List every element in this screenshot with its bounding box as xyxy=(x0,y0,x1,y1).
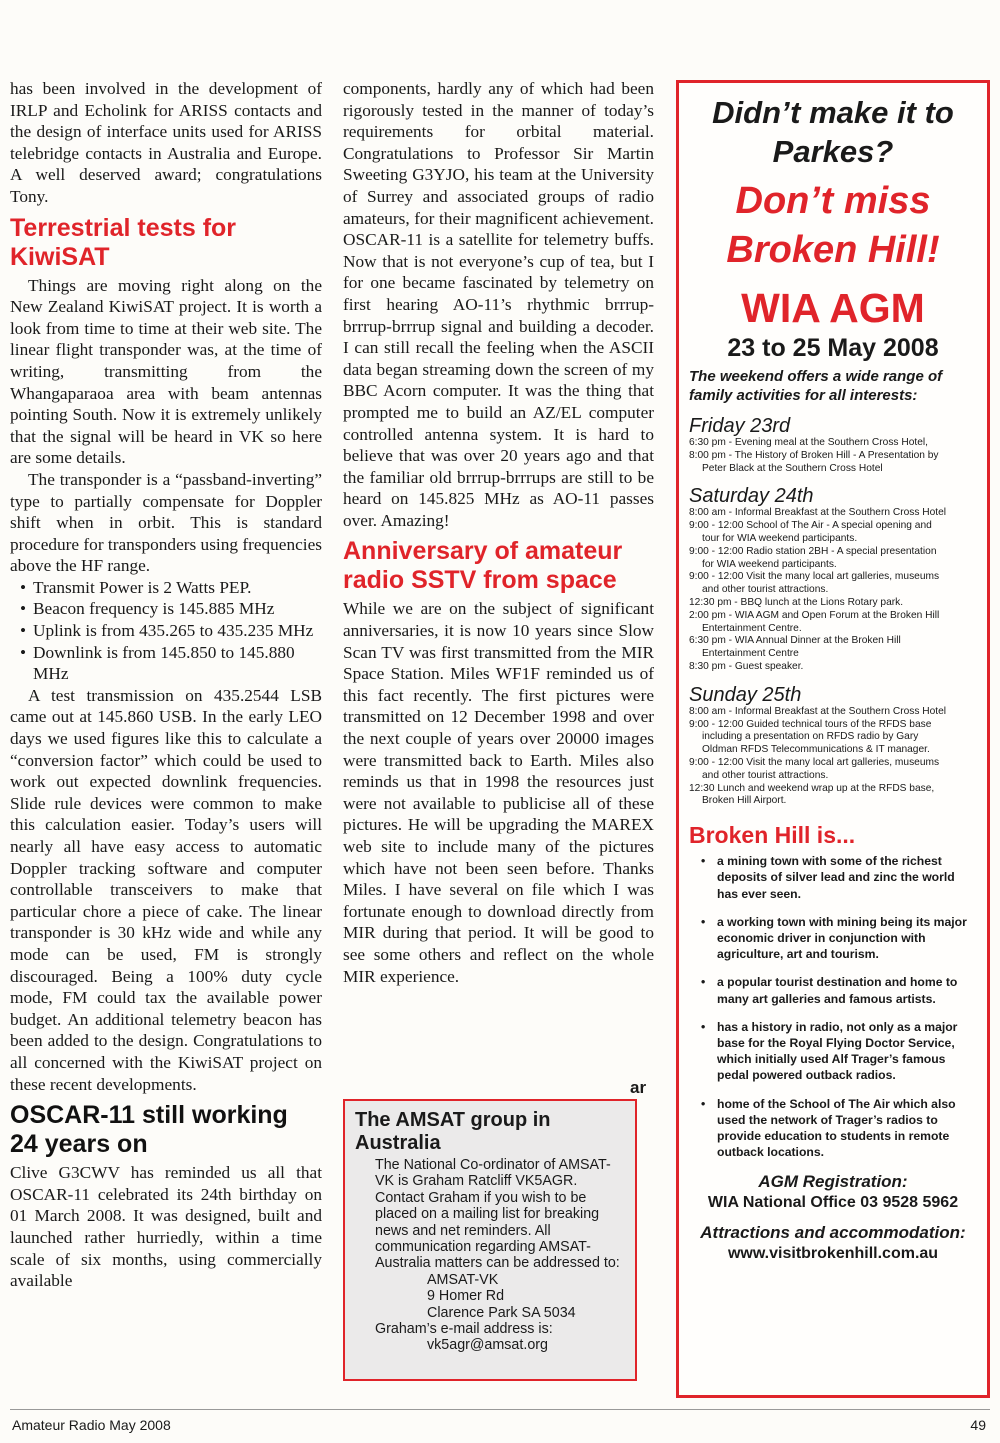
event-line: Oldman RFDS Telecommunications & IT manager. xyxy=(702,744,930,756)
event-line: 8:00 am - Informal Breakfast at the Southern Cross Hotel xyxy=(689,705,947,717)
registration-heading: AGM Registration: xyxy=(758,1172,908,1192)
attractions-heading: Attractions and accommodation: xyxy=(700,1223,966,1243)
amsat-box-title: The AMSAT group in Australia xyxy=(355,1109,551,1154)
paragraph-kiwisat-3: A test transmission on 435.2544 LSB came out at 145.860 USB. In the early LEO days we used figures like this to calculate a “conversion factor” which could be used to work out expected downlink frequencies. Slide rule devices were common to make this calculation easier. Today’s users will nearly all have easy access to automatic Doppler tracking software and computer controllable transceivers to make that particular chore a piece of cake. The linear transponder is 30 kHz wide and while any mode can be used, FM is strongly discouraged. Being a 100% duty cycle mode, FM could tax the available power budget. An additional telemetry beacon has been added to the design. Congratulations to all concerned with the KiwiSAT project on these recent developments. xyxy=(10,685,322,1094)
list-item: • has a history in radio, not only as a major base for the Royal Flying Doctor Service, which initially used Alf Trager’s famous pedal powered outback radios. xyxy=(701,1019,979,1084)
transponder-spec-list xyxy=(10,577,322,685)
ad-intro: The weekend offers a wide range of family activities for all interests: xyxy=(689,368,943,404)
heading-oscar11: OSCAR-11 still working 24 years on xyxy=(10,1101,288,1159)
event-line: 9:00 - 12:00 School of The Air - A special opening and xyxy=(689,520,932,532)
address-line: AMSAT-VK xyxy=(427,1271,499,1288)
event-line: 9:00 - 12:00 Guided technical tours of the RFDS base xyxy=(689,718,932,730)
event-line: 9:00 - 12:00 Visit the many local art galleries, museums xyxy=(689,756,940,768)
column-2 xyxy=(343,78,654,987)
event-line: including a presentation on RFDS radio by Gary xyxy=(702,731,919,743)
amsat-box-text: The National Co-ordinator of AMSAT-VK is Graham Ratcliff VK5AGR. Contact Graham if you wish to be placed on a mailing list for breaking news and net reminders. All communication regarding AMSAT-Australia matters can be addressed to: xyxy=(375,1157,620,1272)
event-line: Entertainment Centre xyxy=(702,648,799,660)
paragraph-oscar11-2: components, hardly any of which had been rigorously tested in the manner of today’s requirements for orbital material. Congratulations to Professor Sir Martin Sweeting G3YJO, his team at the University of Surrey and associated groups of radio amateurs, for their magnificent achievement. OSCAR-11 is a satellite for telemetry buffs. Now that is not everyone’s cup of tea, but I for one became fascinated by telemetry on first hearing AO-11’s rhythmic brrrup-brrrup-brrrup signal and building a decoder. I can still recall the feeling when the ASCII data began streaming down the screen of my BBC Acorn computer. It was the thing that prompted me to build an AZ/EL computer controlled antenna system. It is hard to believe that was over 20 years ago and that the familiar old brrrup-brrrups are still to be heard on 145.825 MHz as AO-11 passes over. Amazing! xyxy=(343,79,654,530)
event-line: and other tourist attractions. xyxy=(702,769,829,781)
end-mark: ar xyxy=(630,1078,647,1097)
email-label: Graham’s e-mail address is: xyxy=(375,1321,553,1338)
attractions-website[interactable]: www.visitbrokenhill.com.au xyxy=(727,1245,939,1263)
publication-name: Amateur Radio May 2008 xyxy=(12,1417,171,1433)
day-heading-saturday: Saturday 24th xyxy=(689,485,814,508)
address-line: 9 Homer Rd xyxy=(427,1288,505,1305)
paragraph-oscar11-1: Clive G3CWV has reminded us all that OSCAR-11 celebrated its 24th birthday on 01 March 2008. It was designed, built and launched rather hurriedly, within a time scale of six months, using commercially available xyxy=(10,1163,322,1291)
column-1 xyxy=(10,78,322,1292)
broken-hill-heading: Broken Hill is... xyxy=(689,822,856,849)
schedule-friday xyxy=(689,437,987,475)
heading-sstv: Anniversary of amateur radio SSTV from space xyxy=(343,537,623,595)
event-line: 12:30 pm - BBQ lunch at the Lions Rotary park. xyxy=(689,596,904,608)
event-line: 12:30 Lunch and weekend wrap up at the RFDS base, xyxy=(689,782,935,794)
event-line: 8:30 pm - Guest speaker. xyxy=(689,660,804,672)
event-line: 9:00 - 12:00 Visit the many local art galleries, museums xyxy=(689,571,940,583)
day-heading-friday: Friday 23rd xyxy=(689,415,791,437)
paragraph-sstv: While we are on the subject of significant anniversaries, it is now 10 years since Slow Scan TV was first transmitted from the MIR Space Station. Miles WF1F reminded us of this fact recently. The first pictures were transmitted on 12 December 1998 and over the next couple of years over 20000 images were transmitted back to Earth. Miles also reminds us that in 1998 the resources just were not available to publicise all of these pictures. He will be upgrading the MAREX web site to include many of the pictures which have not been seen before. Thanks Miles. I have several on file which I was fortunate enough to download directly from MIR during that period. It will be good to see some others and reflect on the whole MIR experience. xyxy=(343,599,654,986)
paragraph-kiwisat-1: Things are moving right along on the New Zealand KiwiSAT project. It is worth a look from time to time at their web site. The linear flight transponder was, at the time of writing, transmitting from the Whangaparaoa area with beam antennas pointing South. Now it is extremely unlikely that the signal will be heard in VK so here are some details. xyxy=(10,275,322,468)
ad-headline-parkes: Didn’t make it to Parkes? xyxy=(712,95,954,169)
list-item: • Uplink is from 435.265 to 435.235 MHz xyxy=(20,620,322,642)
event-line: 9:00 - 12:00 Radio station 2BH - A special presentation xyxy=(689,545,937,557)
registration-contact: WIA National Office 03 9528 5962 xyxy=(707,1194,959,1212)
event-line: 8:00 am - Informal Breakfast at the Southern Cross Hotel xyxy=(689,507,947,519)
page-number: 49 xyxy=(970,1417,986,1433)
paragraph-tony: has been involved in the development of IRLP and Echolink for ARISS contacts and the design of interface units used for ARISS telebridge contacts in Australia and Europe. A well deserved award; congratulations Tony. xyxy=(10,79,322,206)
event-line: 2:00 pm - WIA AGM and Open Forum at the Broken Hill xyxy=(689,609,940,621)
address-line: Clarence Park SA 5034 xyxy=(427,1304,576,1321)
footer-divider xyxy=(10,1409,990,1410)
event-line: Peter Black at the Southern Cross Hotel xyxy=(702,462,883,474)
schedule-sunday xyxy=(689,706,987,808)
list-item: • a popular tourist destination and home to many art galleries and famous artists. xyxy=(701,974,979,1006)
event-line: Broken Hill Airport. xyxy=(702,795,787,807)
amsat-info-box xyxy=(343,1099,637,1381)
list-item: • Beacon frequency is 145.885 MHz xyxy=(20,598,322,620)
event-line: 6:30 pm - WIA Annual Dinner at the Broken Hill xyxy=(689,635,901,647)
event-line: Entertainment Centre. xyxy=(702,622,802,634)
list-item: • a working town with mining being its major economic driver in conjunction with agriculture, art and tourism. xyxy=(701,914,979,963)
amsat-box-body xyxy=(375,1157,627,1354)
day-heading-sunday: Sunday 25th xyxy=(689,683,802,706)
broken-hill-list xyxy=(679,853,987,1160)
list-item: • Transmit Power is 2 Watts PEP. xyxy=(20,577,322,599)
event-line: for WIA weekend participants. xyxy=(702,558,837,570)
list-item: • home of the School of The Air which also used the network of Trager’s radios to provide education to students in remote outback locations. xyxy=(701,1096,979,1161)
ad-headline-wia-agm: WIA AGM xyxy=(741,285,925,331)
paragraph-kiwisat-2: The transponder is a “passband-inverting” type to partially compensate for Doppler shift when in orbit. This is standard procedure for transponders using frequencies above the HF range. xyxy=(10,469,322,576)
event-line: and other tourist attractions. xyxy=(702,584,829,596)
schedule-saturday xyxy=(689,507,987,673)
email-address: vk5agr@amsat.org xyxy=(427,1337,548,1354)
page-top-edge xyxy=(0,0,1000,22)
event-line: tour for WIA weekend participants. xyxy=(702,532,858,544)
ad-dates: 23 to 25 May 2008 xyxy=(727,334,939,362)
event-line: 8:00 pm - The History of Broken Hill - A Presentation by xyxy=(689,449,939,461)
wia-agm-advertisement xyxy=(676,80,990,1398)
ad-headline-broken-hill: Don’t miss Broken Hill! xyxy=(726,180,940,271)
list-item: • Downlink is from 145.850 to 145.880 MHz xyxy=(20,642,322,685)
heading-kiwisat: Terrestrial tests for KiwiSAT xyxy=(10,213,237,271)
event-line: 6:30 pm - Evening meal at the Southern Cross Hotel, xyxy=(689,437,928,448)
list-item: • a mining town with some of the richest deposits of silver lead and zinc the world has ever seen. xyxy=(701,853,979,902)
